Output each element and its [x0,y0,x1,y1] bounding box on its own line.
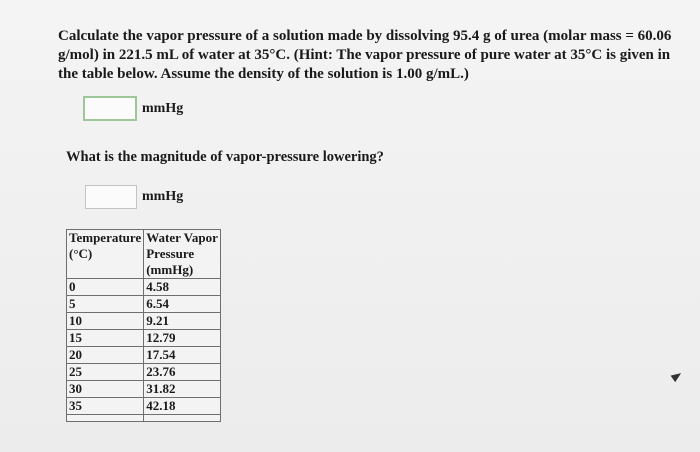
table-row [67,313,221,330]
table-row [67,398,221,415]
table-header-row [67,230,221,279]
temperature-cell: 30 [67,381,144,398]
pressure-cell-partial [144,415,221,422]
question-text: Calculate the vapor pressure of a solution made by dissolving 95.4 g of urea (molar mass = 60.06 g/mol) in 221.5 mL of water at 35°C. (Hint: The vapor pressure of pure water at 35°C is given in the table below. Assume the density of the solution is 1.00 g/mL.) [58,28,672,82]
vapor-pressure-input[interactable] [83,96,137,121]
table-row [67,381,221,398]
lowering-unit: mmHg [142,189,184,204]
table-row [67,364,221,381]
vapor-pressure-header: Water Vapor Pressure (mmHg) [144,230,221,279]
temperature-cell: 0 [67,279,144,296]
lowering-question-text: What is the magnitude of vapor-pressure lowering? [66,149,384,165]
pressure-cell: 4.58 [144,279,221,296]
vapor-pressure-table [66,229,221,422]
table-row [67,347,221,364]
temperature-cell: 20 [67,347,144,364]
pressure-cell: 9.21 [144,313,221,330]
temperature-cell: 15 [67,330,144,347]
table-row [67,330,221,347]
table-row-cut-off [67,415,221,422]
temperature-cell-partial [67,415,144,422]
table-row [67,296,221,313]
vapor-pressure-lowering-input[interactable] [85,185,137,209]
pressure-cell: 23.76 [144,364,221,381]
vapor-pressure-answer-row [83,96,183,121]
pressure-cell: 42.18 [144,398,221,415]
pressure-cell: 6.54 [144,296,221,313]
pressure-cell: 31.82 [144,381,221,398]
table-row [67,279,221,296]
temperature-cell: 25 [67,364,144,381]
pressure-cell: 17.54 [144,347,221,364]
lowering-answer-row [85,185,183,209]
pressure-cell: 12.79 [144,330,221,347]
vapor-pressure-unit: mmHg [142,100,184,116]
mouse-cursor-icon [671,370,684,382]
temperature-cell: 5 [67,296,144,313]
temperature-cell: 10 [67,313,144,330]
temperature-header: Temperature (°C) [67,230,144,279]
temperature-cell: 35 [67,398,144,415]
